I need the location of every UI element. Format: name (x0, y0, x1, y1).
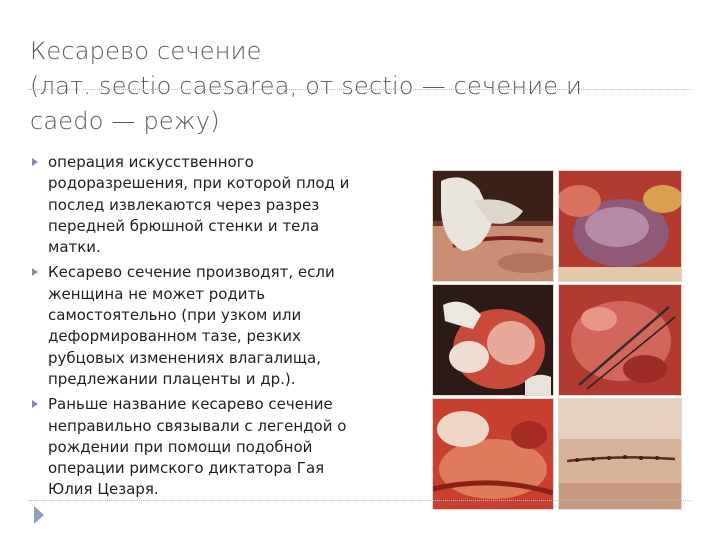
bullet-text-line: женщина не может родить (48, 284, 266, 303)
bullet-text-line: предлежании плаценты и др.). (48, 369, 296, 388)
bullet-item (30, 262, 402, 390)
gloved-hand-incision-photo (432, 170, 554, 282)
title-line-1: Кесарево сечение (30, 37, 262, 65)
bullet-text-line: Юлия Цезаря. (48, 480, 159, 499)
triangle-bullet-icon (32, 268, 38, 276)
bullet-item (30, 394, 402, 500)
bullet-text-line: Раньше название кесарево сечение (48, 395, 333, 414)
title-divider (28, 89, 692, 90)
baby-head-delivery-photo (432, 284, 554, 396)
bullet-text-line: Кесарево сечение производят, если (48, 263, 335, 282)
triangle-bullet-icon (32, 400, 38, 408)
bullet-list (30, 152, 402, 505)
bullet-text-line: послед извлекаются через разрез (48, 195, 320, 214)
bullet-text-line: операции римского диктатора Гая (48, 459, 325, 478)
sutured-incision-photo (558, 398, 682, 510)
bullet-text-line: передней брюшной стенки и тела (48, 216, 320, 235)
triangle-bullet-icon (32, 158, 38, 166)
bullet-text-line: операция искусственного (48, 153, 254, 171)
bullet-text-line: самостоятельно (при узком или (48, 306, 302, 325)
slide-title (30, 34, 690, 139)
exposed-uterus-photo (558, 170, 682, 282)
bullet-text-line: рубцовых изменениях влагалища, (48, 348, 322, 367)
bullet-text-line: деформированном тазе, резких (48, 327, 301, 346)
surgery-photo-grid (432, 170, 680, 508)
bullet-text-line: родоразрешения, при которой плод и (48, 174, 350, 193)
triangle-right-icon[interactable] (34, 506, 44, 524)
uterine-incision-forceps-photo (558, 284, 682, 396)
bullet-text-line: матки. (48, 238, 101, 257)
bullet-text-line: рождении при помощи подобной (48, 437, 313, 456)
footer-divider (28, 500, 692, 501)
title-line-3: caedo — режу) (30, 107, 220, 135)
bullet-item (30, 152, 402, 258)
abdominal-cavity-photo (432, 398, 554, 510)
bullet-text-line: неправильно связывали с легендой о (48, 416, 347, 435)
title-line-2: (лат. sectio caesarea, от sectio — сечение и (30, 72, 583, 100)
